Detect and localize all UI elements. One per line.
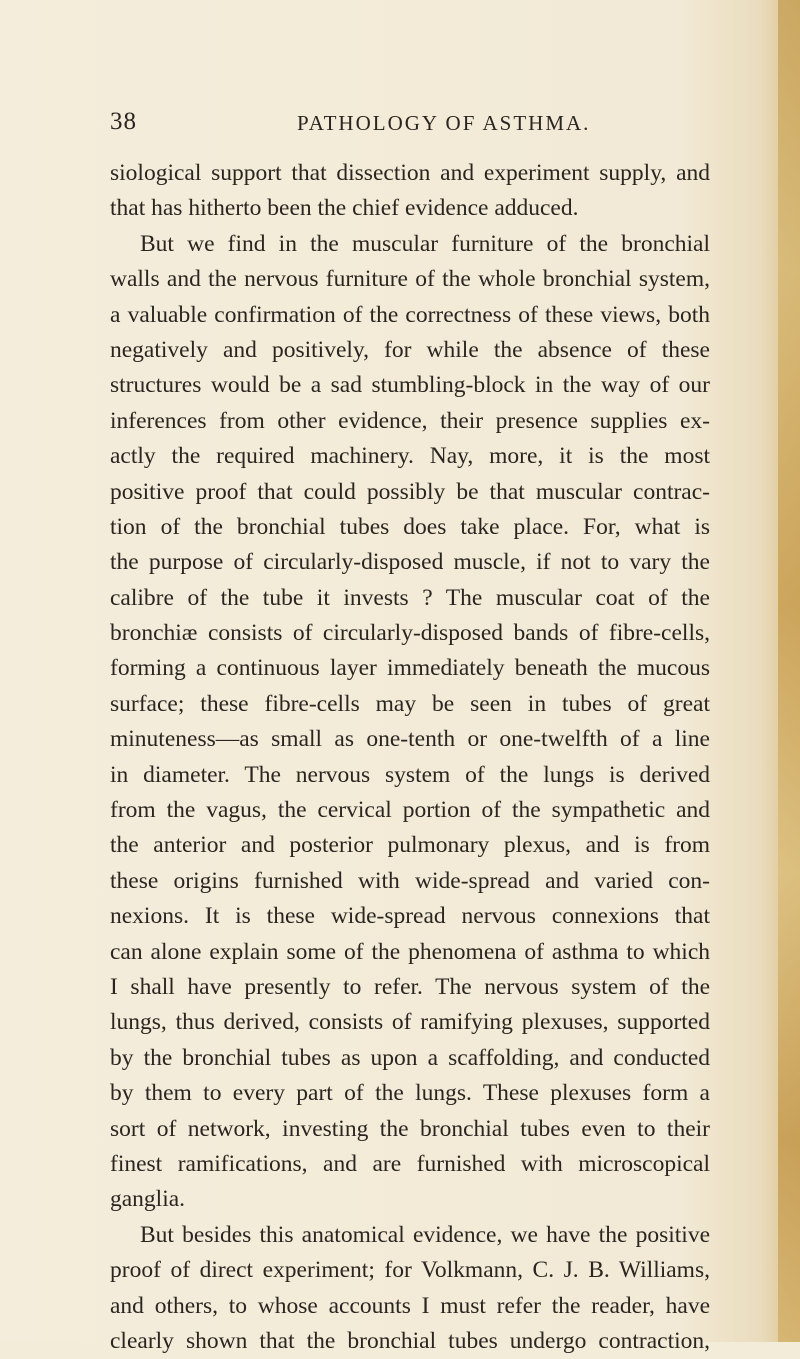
- text-line: calibre of the tube it invests ? The muscular coat of the: [110, 584, 710, 611]
- text-line: forming a continuous layer immediately beneath the mucous: [110, 655, 710, 682]
- text-line: But we find in the muscular furniture of the bronchial: [140, 230, 710, 257]
- text-line: sort of network, investing the bronchial tubes even to their: [110, 1115, 710, 1142]
- text-line: can alone explain some of the phenomena of asthma to which: [110, 938, 710, 965]
- text-line: that has hitherto been the chief evidence adduced.: [110, 195, 579, 222]
- text-line: the purpose of circularly-disposed muscle, if not to vary the: [110, 549, 710, 576]
- text-line: a valuable confirmation of the correctness of these views, both: [110, 301, 710, 328]
- text-line: bronchiæ consists of circularly-disposed bands of fibre-cells,: [110, 620, 710, 647]
- text-line: ganglia.: [110, 1186, 186, 1213]
- page-edge: [778, 0, 800, 1342]
- page-number: 38: [110, 108, 137, 135]
- text-line: But besides this anatomical evidence, we have the positive: [140, 1221, 710, 1248]
- text-line: siological support that dissection and experiment supply, and: [110, 160, 710, 186]
- text-line: negatively and positively, for while the absence of these: [110, 336, 710, 363]
- text-line: structures would be a sad stumbling-block in the way of our: [110, 372, 710, 399]
- text-line: clearly shown that the bronchial tubes undergo contraction,: [110, 1327, 710, 1354]
- text-line: positive proof that could possibly be that muscular contrac-: [110, 478, 710, 505]
- text-line: actly the required machinery. Nay, more, it is the most: [110, 443, 710, 470]
- text-line: inferences from other evidence, their presence supplies ex-: [110, 407, 710, 434]
- text-line: by them to every part of the lungs. These plexuses form a: [110, 1080, 710, 1107]
- text-line: the anterior and posterior pulmonary plexus, and is from: [110, 832, 710, 859]
- text-line: surface; these fibre-cells may be seen in tubes of great: [110, 690, 710, 717]
- text-line: lungs, thus derived, consists of ramifying plexuses, supported: [110, 1009, 710, 1036]
- page-header: [110, 108, 710, 144]
- text-line: I shall have presently to refer. The nervous system of the: [110, 973, 710, 1000]
- running-head: PATHOLOGY OF ASTHMA.: [297, 111, 591, 135]
- body-text: [110, 156, 710, 1359]
- text-line: and others, to whose accounts I must refer the reader, have: [110, 1292, 710, 1319]
- text-line: these origins furnished with wide-spread and varied con-: [110, 867, 710, 894]
- text-line: proof of direct experiment; for Volkmann, C. J. B. Williams,: [110, 1257, 710, 1284]
- text-line: minuteness—as small as one-tenth or one-twelfth of a line: [110, 726, 710, 753]
- text-line: from the vagus, the cervical portion of the sympathetic and: [110, 797, 710, 824]
- text-line: finest ramifications, and are furnished with microscopical: [110, 1150, 710, 1177]
- text-line: by the bronchial tubes as upon a scaffolding, and conducted: [110, 1044, 710, 1071]
- text-line: in diameter. The nervous system of the lungs is derived: [110, 761, 710, 788]
- text-line: tion of the bronchial tubes does take place. For, what is: [110, 513, 710, 540]
- text-line: nexions. It is these wide-spread nervous connexions that: [110, 903, 710, 930]
- text-line: walls and the nervous furniture of the whole bronchial system,: [110, 266, 710, 293]
